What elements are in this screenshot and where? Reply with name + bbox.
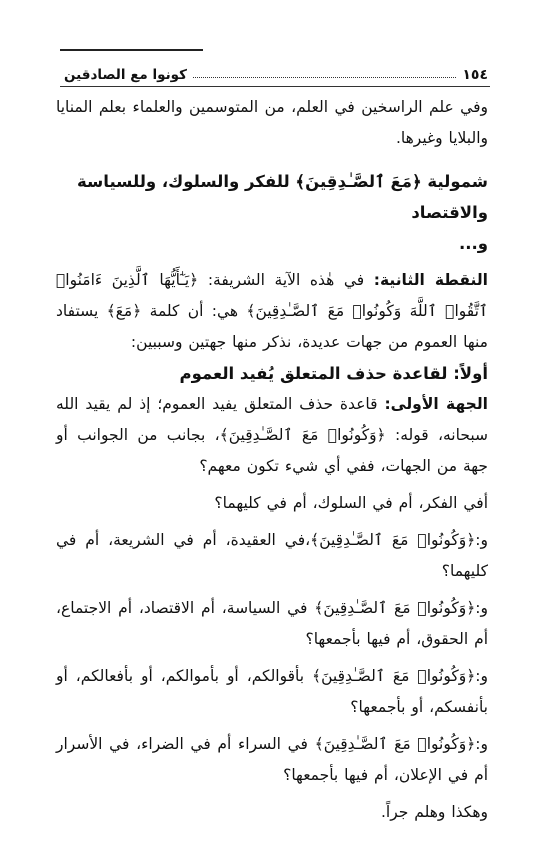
paragraph-second-point [56, 265, 488, 358]
question-5: و:﴿وَكُونُوا۟ مَعَ ٱلصَّـٰدِقِينَ﴾ في السراء أم في الضراء، في الأسرار أم في الإعلان، أم فيها بأجمعها؟ [56, 735, 488, 784]
question-1: أفي الفكر، أم في السلوك، أم في كليهما؟ [214, 494, 488, 512]
paragraph-intro: وفي علم الراسخين في العلم، من المتوسمين والعلماء بعلم المنايا والبلايا وغيرها. [56, 98, 488, 147]
top-rule [60, 49, 203, 51]
second-point-label: النقطة الثانية: [373, 271, 488, 289]
header-dot-leader [193, 76, 456, 78]
page-header [64, 57, 488, 83]
section-heading-line2: و... [458, 234, 488, 253]
section-heading [56, 166, 488, 259]
question-3: و:﴿وَكُونُوا۟ مَعَ ٱلصَّـٰدِقِينَ﴾ في السياسة، أم الاقتصاد، أم الاجتماع، أم الحقوق، أم فيها بأجمعها؟ [56, 599, 488, 648]
header-rule [60, 86, 490, 87]
running-title: كونوا مع الصادقين [64, 67, 187, 83]
question-4: و:﴿وَكُونُوا۟ مَعَ ٱلصَّـٰدِقِينَ﴾ بأقوالكم، أو بأموالكم، أو بأفعالكم، أو بأنفسكم، أو بأجمعها؟ [56, 667, 488, 716]
second-point-text-a: في هٰذه الآية الشريفة: ﴿يَـٰٓأَيُّهَا ٱلَّذِينَ ءَامَنُوا۟ ٱتَّقُوا۟ ٱللَّهَ [56, 271, 488, 320]
page-number: ١٥٤ [462, 67, 488, 83]
first-aspect-text: قاعدة حذف المتعلق يفيد العموم؛ إذ لم يقيد الله سبحانه، قوله: ﴿وَكُونُوا۟ مَعَ ٱلصَّـٰدِقِينَ﴾، بجانب من الجوانب أو جهة من الجهات، ففي أي شيء تكون معهم؟ [56, 395, 488, 475]
question-2: و:﴿وَكُونُوا۟ مَعَ ٱلصَّـٰدِقِينَ﴾،في العقيدة، أم في الشريعة، أم في كليهما؟ [56, 531, 488, 580]
page-body [56, 92, 488, 828]
subheading-first: أولاً: لقاعدة حذف المتعلق يُفيد العموم [179, 364, 488, 383]
section-heading-line1: شمولية ﴿مَعَ ٱلصَّـٰدِقِينَ﴾ للفكر والسلوك، وللسياسة والاقتصاد [77, 172, 488, 222]
first-aspect-label: الجهة الأولى: [384, 395, 488, 413]
second-point-text-b: وَكُونُوا۟ مَعَ ٱلصَّـٰدِقِينَ﴾ هي: أن كلمة ﴿مَعَ﴾ يستفاد منها العموم من جهات عديدة، نذكر منها جهتين وسببين: [56, 302, 488, 351]
paragraph-first-aspect [56, 389, 488, 482]
paragraph-closing: وهكذا وهلم جراً. [381, 803, 488, 821]
